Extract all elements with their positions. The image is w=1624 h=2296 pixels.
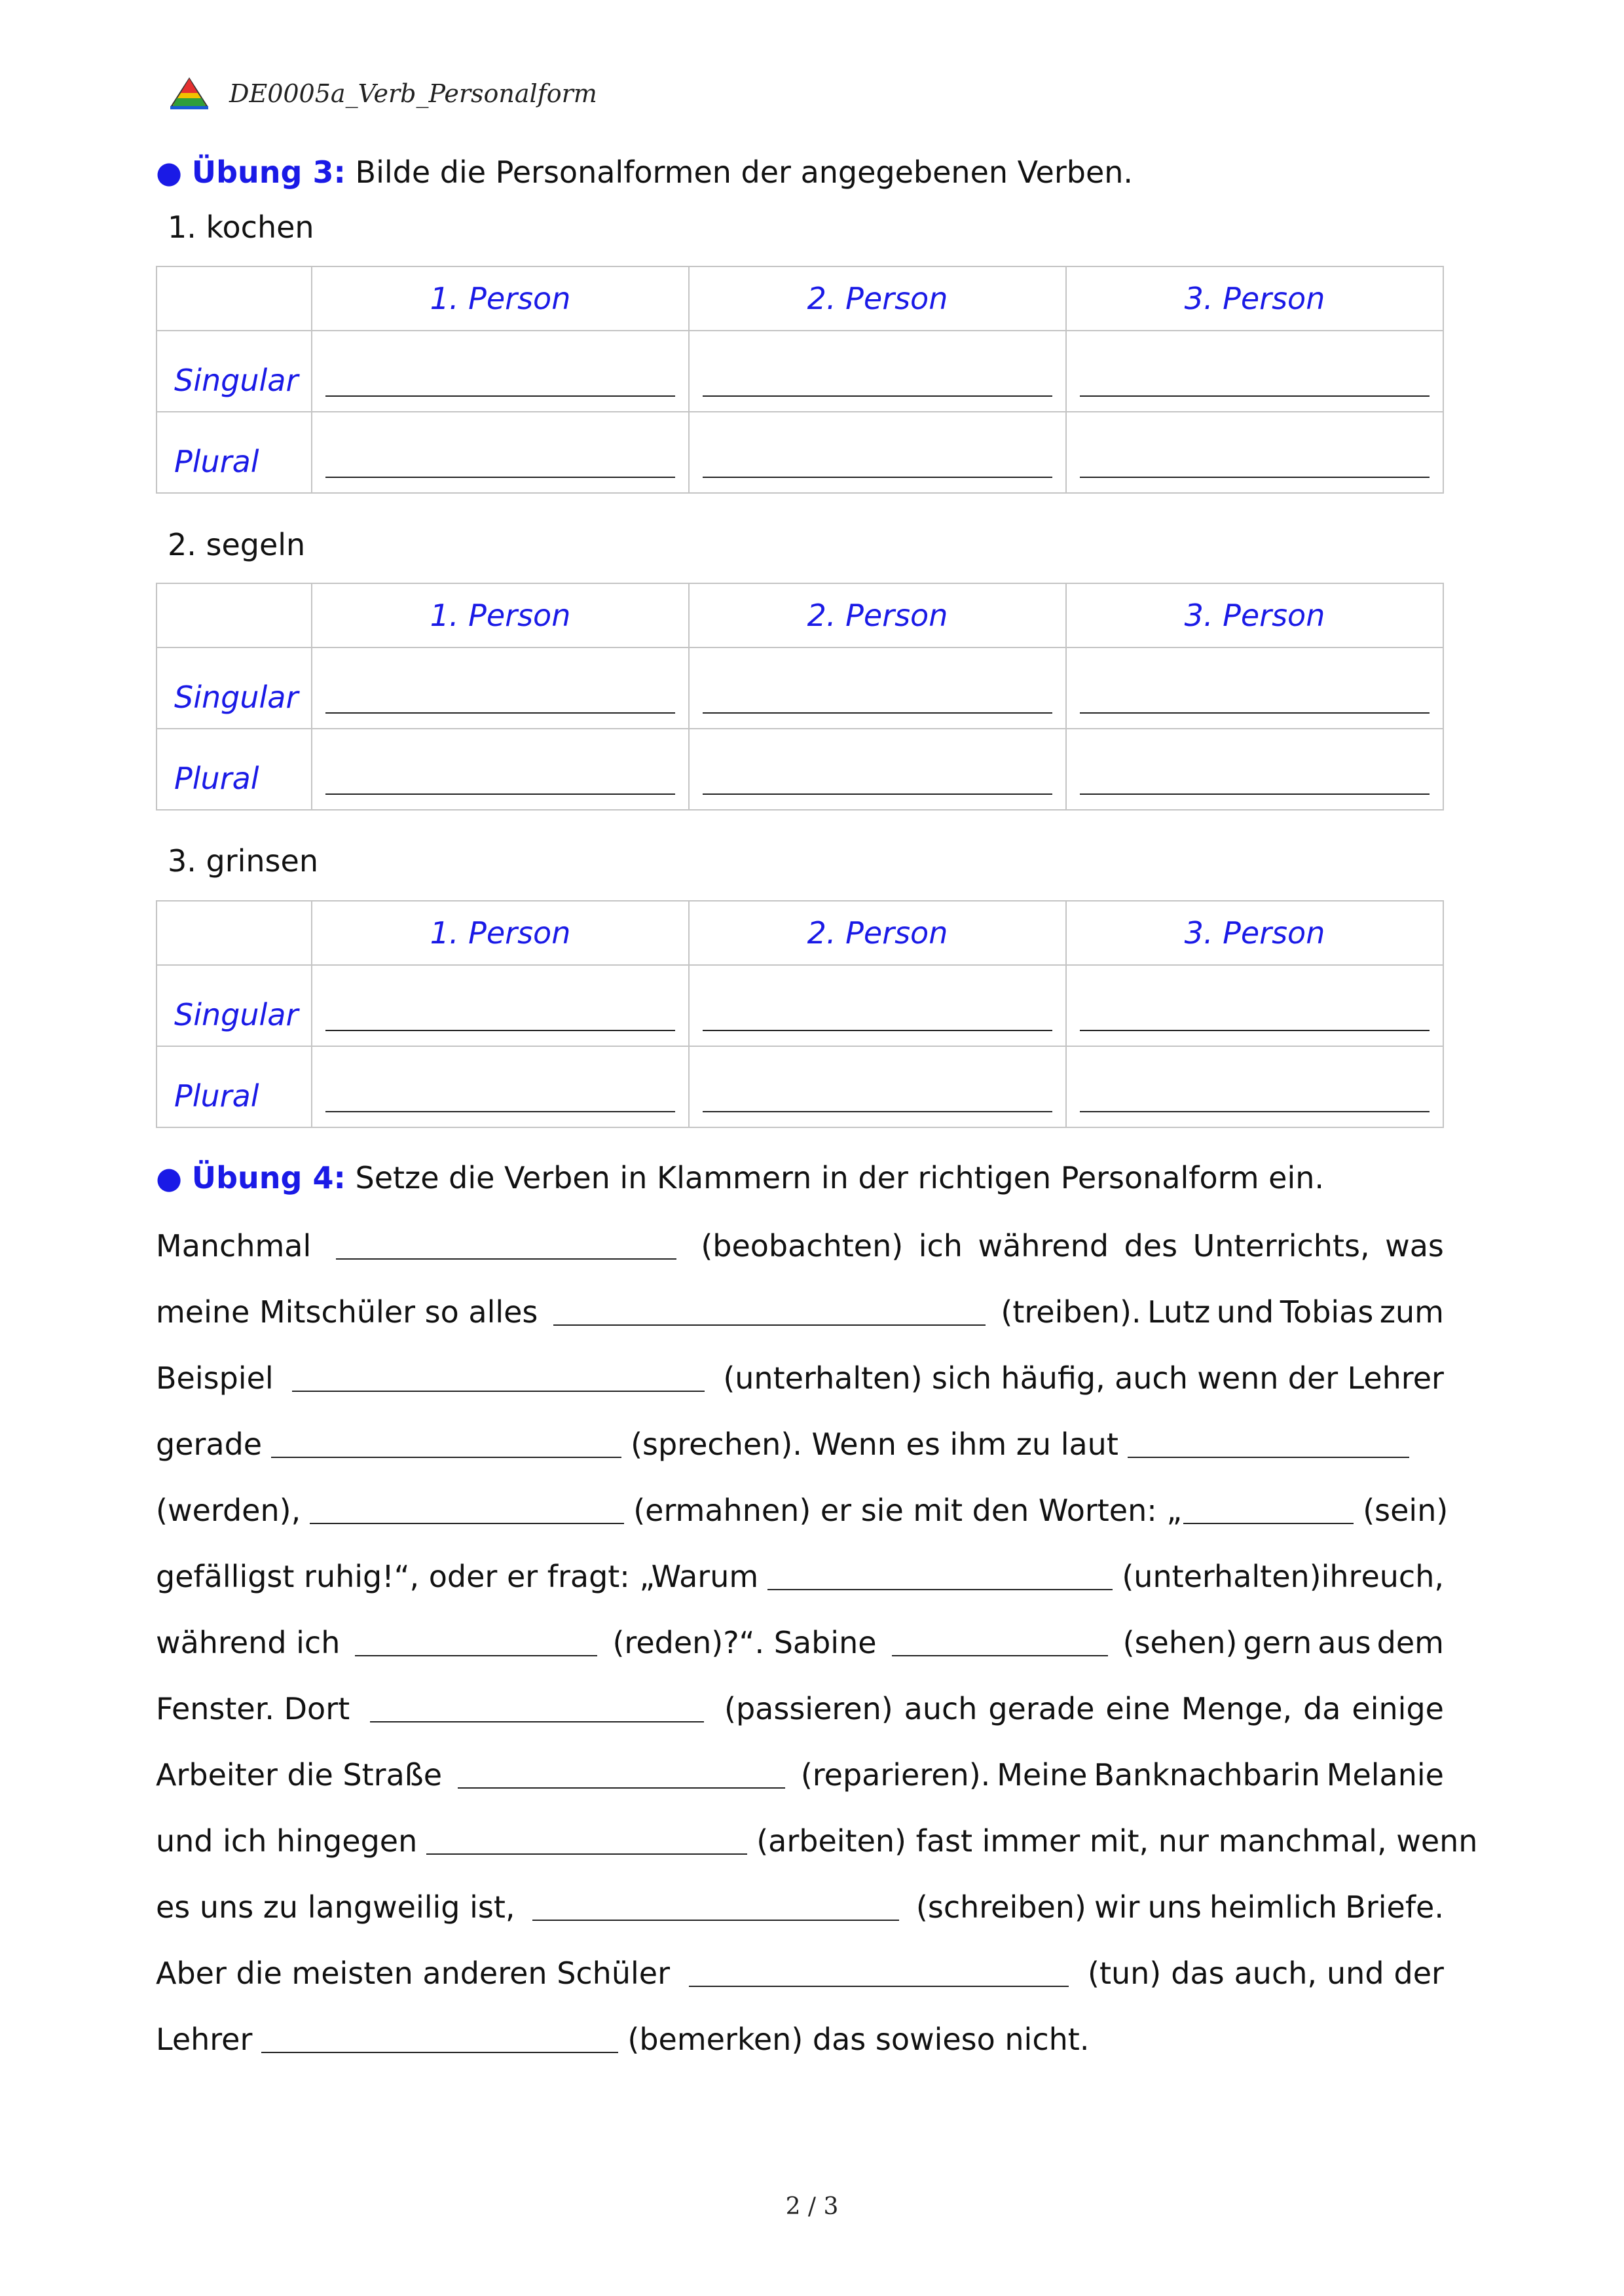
text-segment: Unterrichts, [1192, 1228, 1370, 1264]
text-segment: einige [1352, 1691, 1444, 1726]
text-segment: gerade [988, 1691, 1095, 1726]
text-segment: (schreiben) [915, 1889, 1086, 1925]
text-segment: während [978, 1228, 1109, 1264]
document-header [169, 73, 597, 114]
cloze-line [156, 1621, 1444, 1660]
answer-blank[interactable] [1066, 412, 1443, 493]
answer-blank[interactable] [1066, 331, 1443, 412]
exercise-3-heading [156, 155, 1133, 190]
text-segment: was [1385, 1228, 1444, 1264]
text-segment: gefälligst ruhig!“, oder er fragt: „Warum [156, 1559, 759, 1594]
text-segment: Menge, [1181, 1691, 1293, 1726]
col-header-person-1: 1. Person [430, 598, 571, 633]
answer-blank[interactable] [355, 1626, 597, 1656]
cloze-line [156, 1555, 1444, 1594]
row-label-singular: Singular [174, 997, 299, 1032]
text-segment: (bemerken) das sowieso nicht. [627, 2022, 1090, 2057]
text-segment: das [1171, 1956, 1225, 1991]
text-segment: ihr [1321, 1559, 1361, 1594]
text-segment: des [1124, 1228, 1178, 1264]
text-segment: (unterhalten) [723, 1360, 923, 1396]
answer-blank[interactable] [689, 1957, 1069, 1987]
bullet: ● [156, 1160, 183, 1195]
answer-blank[interactable] [426, 1825, 747, 1855]
text-segment: (unterhalten) [1122, 1559, 1321, 1594]
text-segment: Aber die meisten anderen Schüler [156, 1956, 670, 1991]
verb-title-kochen: 1. kochen [168, 210, 314, 245]
col-header-person-2: 2. Person [807, 915, 948, 951]
answer-blank[interactable] [532, 1891, 899, 1921]
answer-blank[interactable] [458, 1758, 785, 1789]
text-segment: Manchmal [156, 1228, 312, 1264]
conjugation-table-grinsen [156, 900, 1444, 1128]
answer-blank[interactable] [767, 1560, 1113, 1590]
text-segment: Melanie [1326, 1757, 1444, 1793]
text-segment: (tun) [1088, 1956, 1162, 1991]
answer-blank[interactable] [689, 647, 1066, 729]
answer-blank[interactable] [689, 331, 1066, 412]
cloze-line [156, 1489, 1448, 1528]
text-segment: Briefe. [1345, 1889, 1444, 1925]
text-segment: und [1216, 1294, 1274, 1330]
text-segment: (passieren) [724, 1691, 893, 1726]
col-header-person-2: 2. Person [807, 281, 948, 316]
answer-blank[interactable] [310, 1494, 624, 1524]
answer-blank[interactable] [1066, 1046, 1443, 1127]
answer-blank[interactable] [1066, 965, 1443, 1046]
answer-blank[interactable] [689, 965, 1066, 1046]
cloze-line [156, 1952, 1444, 1991]
text-segment: und ich hingegen [156, 1823, 418, 1859]
text-segment: auch, [1234, 1956, 1318, 1991]
verb-title-grinsen: 3. grinsen [168, 843, 318, 879]
answer-blank[interactable] [553, 1296, 986, 1326]
corner-cell [157, 901, 312, 965]
answer-blank[interactable] [312, 965, 689, 1046]
text-segment: (arbeiten) fast immer mit, nur manchmal, wenn [756, 1823, 1478, 1859]
text-segment: und [1327, 1956, 1384, 1991]
answer-blank[interactable] [1066, 729, 1443, 810]
text-segment: euch, [1361, 1559, 1444, 1594]
answer-blank[interactable] [312, 1046, 689, 1127]
text-segment: es uns zu langweilig ist, [156, 1889, 515, 1925]
exercise-4-instruction: Setze die Verben in Klammern in der richtigen Personalform ein. [355, 1160, 1324, 1195]
cloze-line [156, 1687, 1444, 1726]
text-segment: wir [1094, 1889, 1140, 1925]
text-segment: Banknachbarin [1094, 1757, 1320, 1793]
col-header-person-3: 3. Person [1184, 598, 1325, 633]
answer-blank[interactable] [689, 1046, 1066, 1127]
answer-blank[interactable] [370, 1692, 704, 1722]
verb-title-segeln: 2. segeln [168, 527, 306, 562]
text-segment: zum [1379, 1294, 1444, 1330]
text-segment: (ermahnen) er sie mit den Worten: „ [633, 1493, 1183, 1528]
answer-blank[interactable] [689, 412, 1066, 493]
text-segment: Lutz [1147, 1294, 1211, 1330]
cloze-line [156, 1886, 1444, 1925]
cloze-line [156, 2018, 1089, 2057]
text-segment: (sprechen). Wenn es ihm zu laut [631, 1427, 1118, 1462]
text-segment: gerade [156, 1427, 263, 1462]
text-segment: (werden), [156, 1493, 301, 1528]
cloze-line [156, 1753, 1444, 1793]
cloze-line [156, 1423, 1418, 1462]
col-header-person-1: 1. Person [430, 281, 571, 316]
text-segment: Meine [997, 1757, 1088, 1793]
cloze-line [156, 1357, 1444, 1396]
answer-blank[interactable] [292, 1362, 705, 1392]
answer-blank[interactable] [1066, 647, 1443, 729]
text-segment: Tobias [1280, 1294, 1374, 1330]
col-header-person-3: 3. Person [1184, 281, 1325, 316]
col-header-person-2: 2. Person [807, 598, 948, 633]
row-label-plural: Plural [174, 761, 259, 796]
text-segment: gern [1243, 1625, 1312, 1660]
answer-blank[interactable] [689, 729, 1066, 810]
answer-blank[interactable] [312, 647, 689, 729]
corner-cell [157, 266, 312, 331]
text-segment: dem [1376, 1625, 1444, 1660]
text-segment: (treiben). [1001, 1294, 1141, 1330]
text-segment: eine [1105, 1691, 1170, 1726]
text-segment: auch [1115, 1360, 1188, 1396]
text-segment: wenn [1197, 1360, 1279, 1396]
text-segment: häufig, [1001, 1360, 1105, 1396]
text-segment: meine Mitschüler so alles [156, 1294, 538, 1330]
exercise-3-instruction: Bilde die Personalformen der angegebenen Verben. [355, 155, 1134, 190]
text-segment: der [1287, 1360, 1338, 1396]
conjugation-table-segeln [156, 583, 1444, 811]
cloze-line [156, 1290, 1444, 1330]
text-segment: Lehrer [1347, 1360, 1444, 1396]
row-label-singular: Singular [174, 680, 299, 715]
cloze-line [156, 1819, 1477, 1859]
text-segment: der [1393, 1956, 1444, 1991]
text-segment: Lehrer [156, 2022, 253, 2057]
text-segment: Beispiel [156, 1360, 274, 1396]
document-title: DE0005a_Verb_Personalform [229, 79, 597, 108]
text-segment: Arbeiter die Straße [156, 1757, 443, 1793]
pyramid-logo-icon [169, 77, 210, 110]
text-segment: (reparieren). [800, 1757, 991, 1793]
row-label-plural: Plural [174, 1078, 259, 1114]
answer-blank[interactable] [336, 1230, 676, 1260]
answer-blank[interactable] [312, 729, 689, 810]
text-segment: heimlich [1209, 1889, 1338, 1925]
col-header-person-1: 1. Person [430, 915, 571, 951]
answer-blank[interactable] [312, 412, 689, 493]
col-header-person-3: 3. Person [1184, 915, 1325, 951]
text-segment: sich [931, 1360, 992, 1396]
bullet: ● [156, 155, 183, 190]
cloze-line [156, 1224, 1444, 1264]
text-segment: Fenster. Dort [156, 1691, 350, 1726]
corner-cell [157, 583, 312, 647]
text-segment: uns [1147, 1889, 1202, 1925]
answer-blank[interactable] [1128, 1428, 1409, 1458]
text-segment: während ich [156, 1625, 341, 1660]
text-segment: ich [918, 1228, 963, 1264]
row-label-singular: Singular [174, 363, 299, 398]
exercise-3-label: Übung 3: [191, 155, 346, 190]
text-segment: (sehen) [1122, 1625, 1238, 1660]
conjugation-table-kochen [156, 266, 1444, 494]
answer-blank[interactable] [271, 1428, 621, 1458]
text-segment: (sein) [1363, 1493, 1449, 1528]
row-label-plural: Plural [174, 444, 259, 479]
page-number: 2 / 3 [785, 2193, 839, 2220]
text-segment: (beobachten) [701, 1228, 904, 1264]
answer-blank[interactable] [312, 331, 689, 412]
exercise-4-label: Übung 4: [191, 1160, 346, 1195]
text-segment: auch [904, 1691, 978, 1726]
text-segment: (reden)?“. Sabine [612, 1625, 877, 1660]
text-segment: da [1303, 1691, 1341, 1726]
answer-blank[interactable] [261, 2023, 618, 2053]
answer-blank[interactable] [892, 1626, 1108, 1656]
text-segment: aus [1318, 1625, 1371, 1660]
exercise-4-heading [156, 1160, 1324, 1195]
answer-blank[interactable] [1183, 1494, 1354, 1524]
